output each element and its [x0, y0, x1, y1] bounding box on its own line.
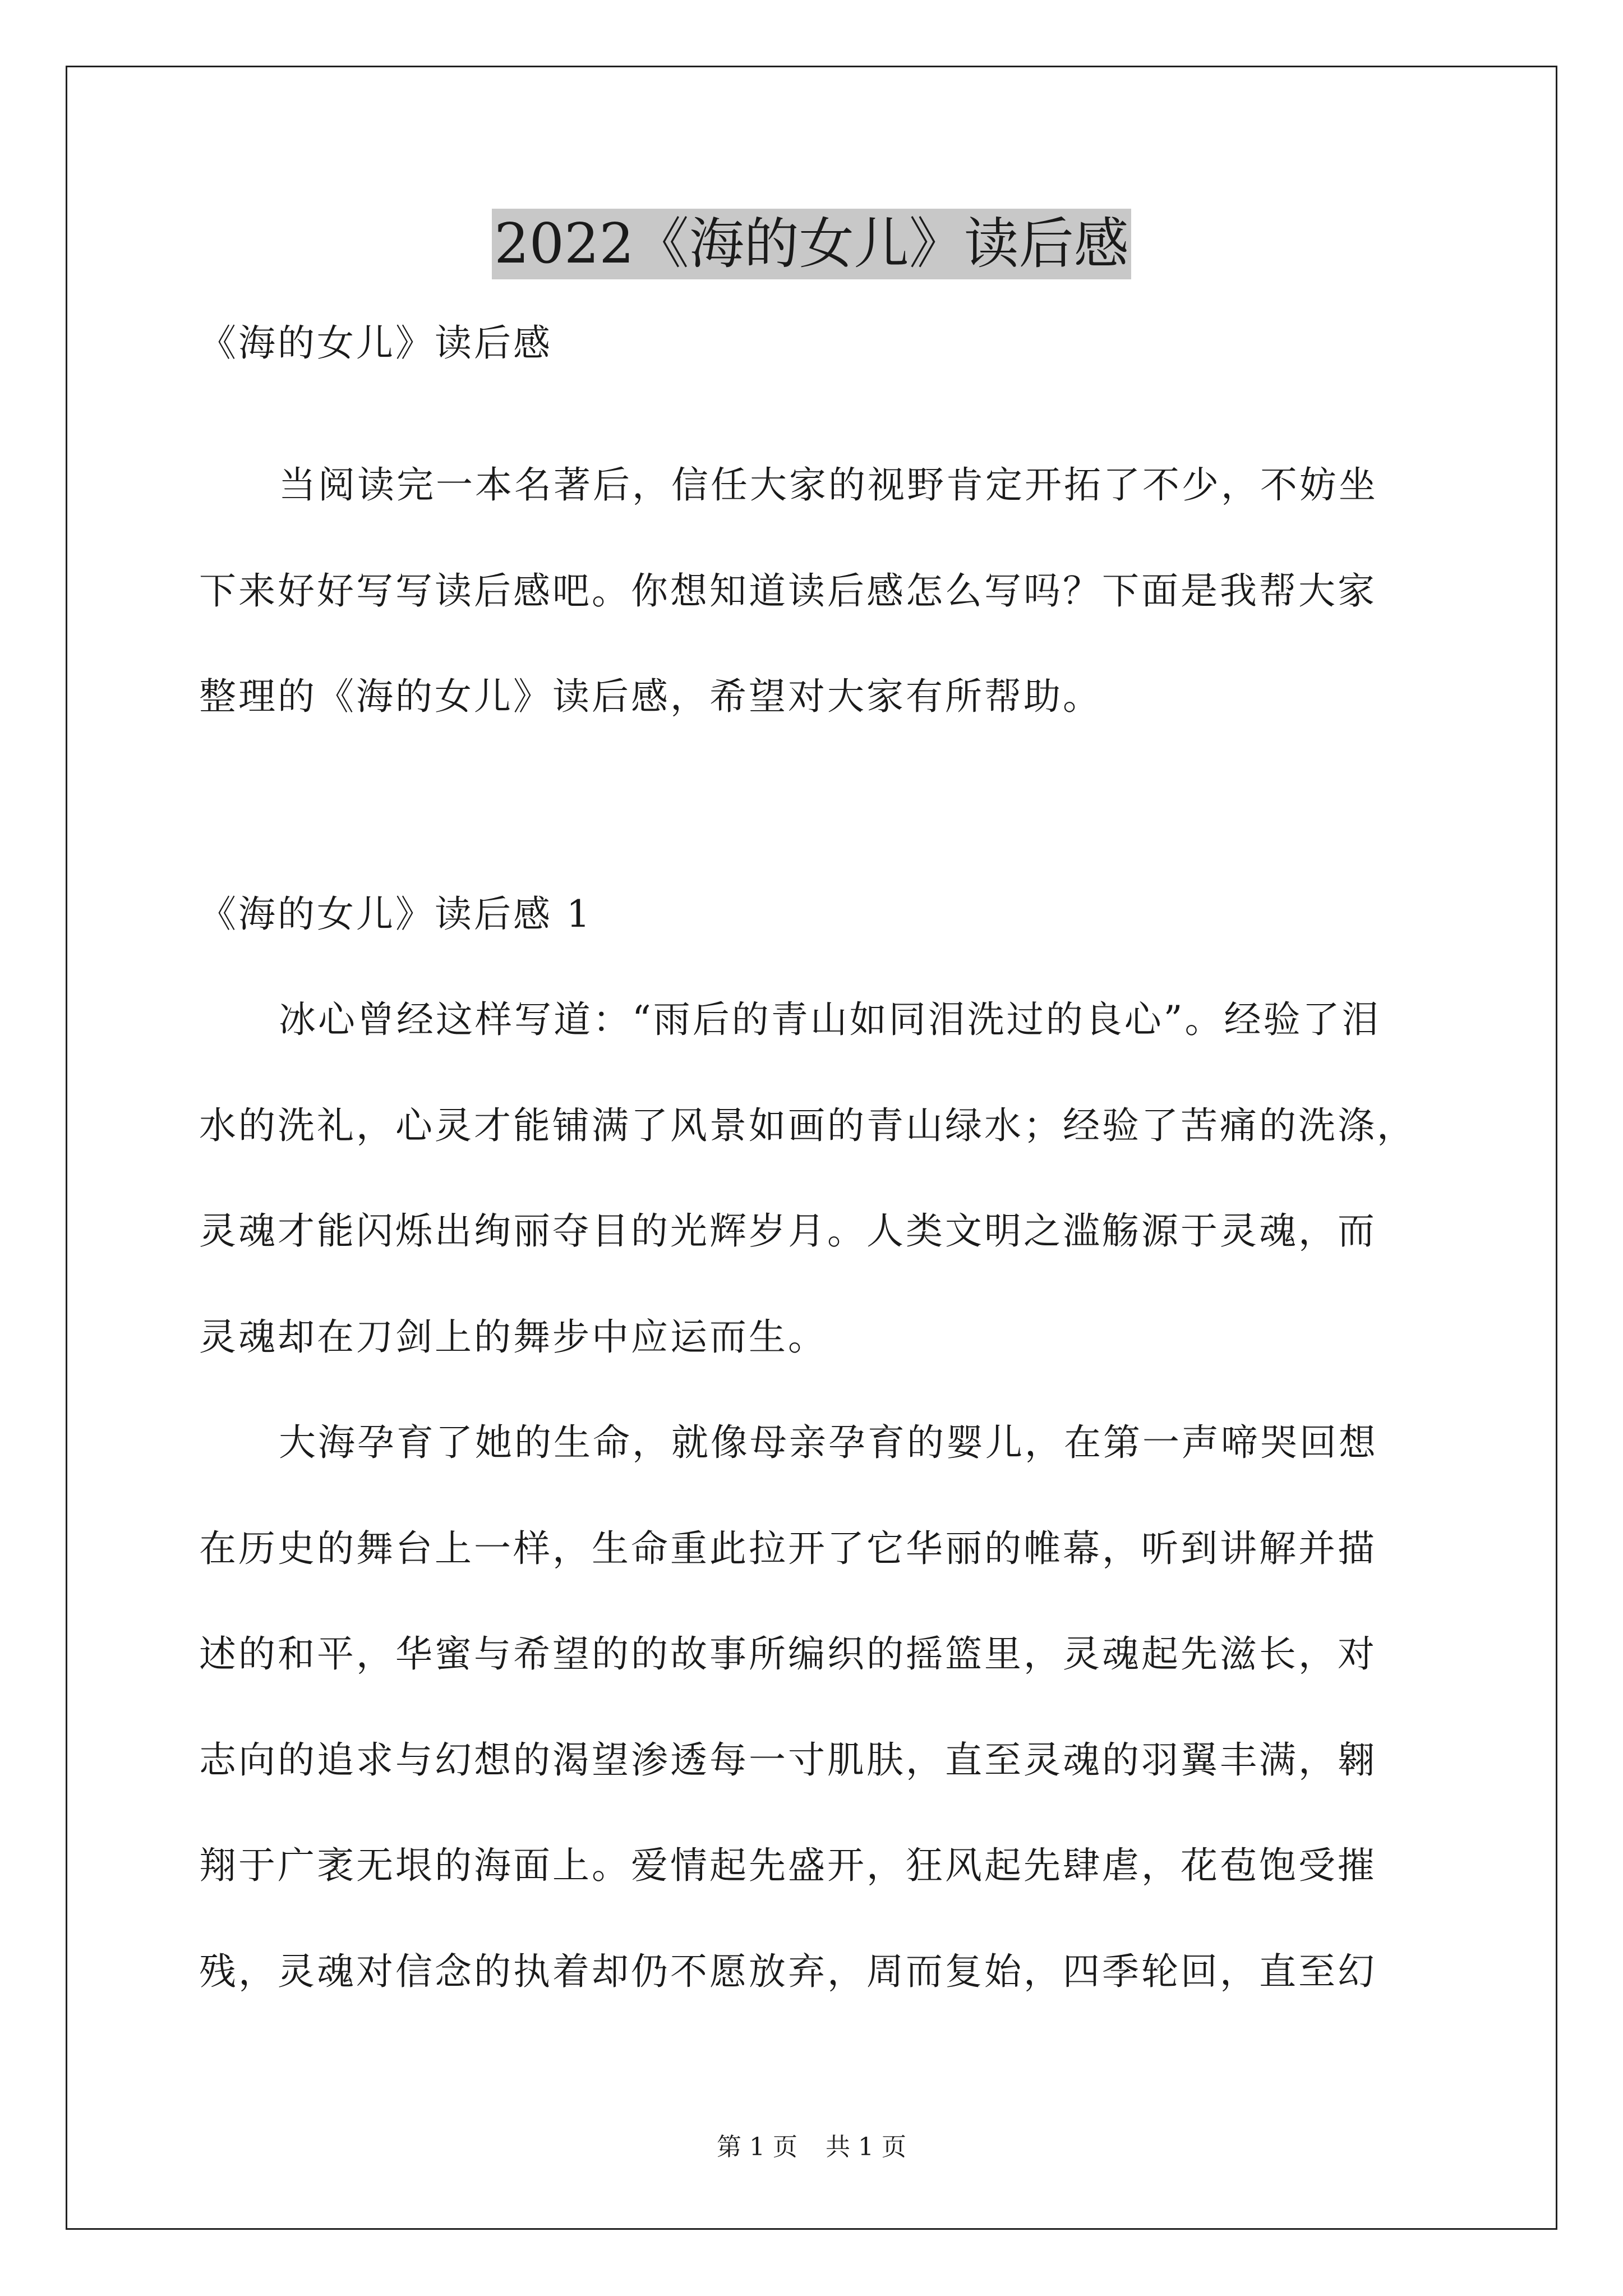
section-heading: 《海的女儿》读后感 1: [199, 892, 592, 936]
document-title: [0, 210, 1623, 278]
paragraph2-line-6: 残，灵魂对信念的执着却仍不愿放弃，周而复始，四季轮回，直至幻: [199, 1950, 1377, 1993]
paragraph1-line-3: 灵魂才能闪烁出绚丽夺目的光辉岁月。人类文明之滥觞源于灵魂，而: [199, 1209, 1377, 1253]
intro-line-3: 整理的《海的女儿》读后感，希望对大家有所帮助。: [199, 675, 1102, 718]
intro-line-2: 下来好好写写读后感吧。你想知道读后感怎么写吗？下面是我帮大家: [199, 569, 1377, 613]
subtitle: 《海的女儿》读后感: [199, 321, 552, 365]
paragraph2-line-2: 在历史的舞台上一样，生命重此拉开了它华丽的帷幕，听到讲解并描: [199, 1527, 1377, 1570]
intro-line-1: 当阅读完一本名著后，信任大家的视野肯定开拓了不少，不妨坐: [279, 463, 1378, 507]
page-number-total: 共 1 页: [826, 2133, 906, 2161]
paragraph2-line-1: 大海孕育了她的生命，就像母亲孕育的婴儿，在第一声啼哭回想: [279, 1421, 1378, 1464]
paragraph1-line-2: 水的洗礼，心灵才能铺满了风景如画的青山绿水；经验了苦痛的洗涤，: [199, 1104, 1416, 1147]
document-title-text: 2022《海的女儿》读后感: [492, 209, 1131, 279]
paragraph1-line-1: 冰心曾经这样写道：“雨后的青山如同泪洗过的良心”。经验了泪: [279, 998, 1381, 1041]
paragraph1-line-4: 灵魂却在刀剑上的舞步中应运而生。: [199, 1315, 827, 1359]
page-number-current: 第 1 页: [717, 2133, 797, 2161]
paragraph2-line-3: 述的和平，华蜜与希望的的故事所编织的摇篮里，灵魂起先滋长，对: [199, 1632, 1377, 1676]
paragraph2-line-4: 志向的追求与幻想的渴望渗透每一寸肌肤，直至灵魂的羽翼丰满，翱: [199, 1738, 1377, 1782]
paragraph2-line-5: 翔于广袤无垠的海面上。爱情起先盛开，狂风起先肆虐，花苞饱受摧: [199, 1844, 1377, 1887]
page-footer: [0, 2132, 1623, 2163]
